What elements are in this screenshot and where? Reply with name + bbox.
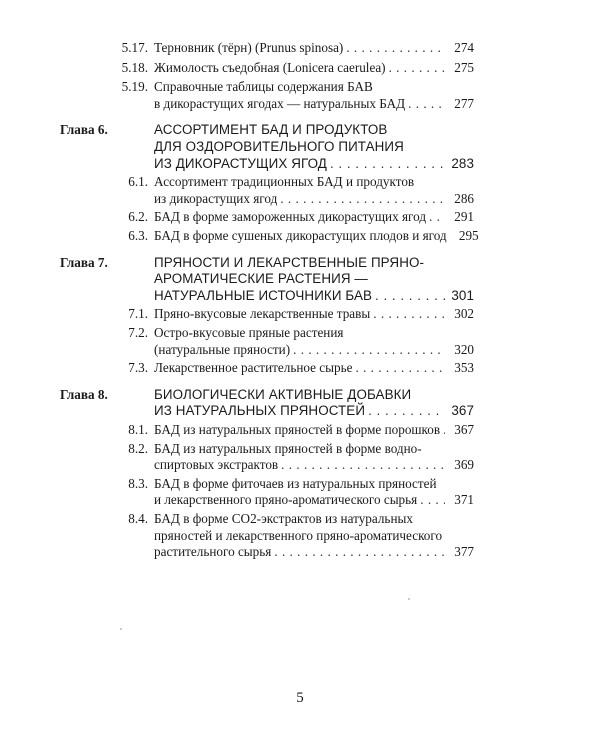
toc-section-entry (0, 228, 600, 245)
toc-entry-number: Глава 8. (60, 386, 108, 402)
toc-section-entry (0, 511, 600, 561)
dot-leader (280, 191, 445, 208)
toc-entry-number: Глава 7. (60, 254, 108, 270)
toc-entry-title (154, 174, 474, 207)
dot-leader (330, 156, 445, 173)
toc-entry-line: Терновник (тёрн) (Prunus spinosa) (154, 40, 344, 55)
toc-entry-line: пряностей и лекарственного пряно-ароматического (154, 527, 443, 543)
toc-entry-number: 8.4. (128, 511, 148, 526)
toc-entry-title (154, 387, 474, 420)
dot-leader (408, 96, 445, 113)
toc-entry-line: и лекарственного пряно-ароматического сырья (154, 492, 418, 508)
dot-leader (373, 306, 445, 323)
toc-page-number: 353 (454, 360, 474, 376)
toc-section-entry (0, 40, 600, 57)
toc-section-entry (0, 422, 600, 439)
toc-entry-line: Справочные таблицы содержания БАВ (154, 79, 373, 95)
toc-entry-number: 8.2. (128, 440, 148, 456)
toc-section-entry (0, 360, 600, 377)
toc-entry-number: 8.3. (128, 475, 148, 491)
toc-entry-line: АРОМАТИЧЕСКИЕ РАСТЕНИЯ — (154, 271, 368, 287)
toc-page-number: 377 (454, 544, 474, 560)
toc-entry-title (154, 306, 474, 323)
dot-leader (281, 457, 445, 474)
toc-chapter-entry (0, 122, 600, 172)
page-number: 5 (296, 690, 304, 706)
toc-entry-line: ИЗ ДИКОРАСТУЩИХ ЯГОД (154, 155, 327, 171)
toc-entry-line: НАТУРАЛЬНЫЕ ИСТОЧНИКИ БАВ (154, 287, 373, 303)
toc-entry-title (154, 511, 474, 561)
toc-entry-title (154, 228, 479, 245)
toc-entry-line: (натуральные пряности) (154, 341, 291, 357)
toc-entry-number: 7.3. (128, 360, 148, 376)
toc-section-entry (0, 306, 600, 323)
toc-entry-number: 6.1. (128, 174, 148, 190)
toc-section-entry (0, 325, 600, 358)
toc-entry-title (154, 79, 474, 112)
toc-entry-line: АССОРТИМЕНТ БАД И ПРОДУКТОВ (154, 122, 388, 138)
scan-speck (120, 628, 122, 630)
toc-page-number: 274 (454, 40, 474, 55)
toc-page-number: 283 (451, 155, 474, 171)
toc-page-number: 371 (454, 492, 474, 508)
toc-page-number: 295 (458, 228, 479, 243)
dot-leader (443, 422, 445, 439)
toc-entry-number: 5.17. (121, 40, 148, 55)
dot-leader (375, 288, 445, 305)
dot-leader (274, 544, 445, 561)
toc-page-number: 286 (454, 190, 474, 206)
dot-leader (368, 403, 445, 420)
toc-entry-number: 6.3. (128, 228, 148, 243)
toc-entry-number: 8.1. (128, 422, 148, 437)
toc-entry-line: БАД в форме фиточаев из натуральных пряностей (154, 475, 437, 491)
toc-entry-line: БАД в форме замороженных дикорастущих ягод (154, 209, 427, 225)
toc-entry-title (154, 60, 474, 77)
toc-entry-title (154, 122, 474, 172)
toc-entry-line: БАД в форме сушеных дикорастущих плодов и ягод (154, 228, 447, 243)
toc-entry-line: БИОЛОГИЧЕСКИ АКТИВНЫЕ ДОБАВКИ (154, 386, 412, 402)
toc-page-number: 291 (454, 209, 474, 225)
toc-entry-line: Пряно-вкусовые лекарственные травы (154, 306, 371, 322)
dot-leader (420, 492, 445, 509)
toc-page-number: 277 (454, 95, 474, 111)
toc-entry-number: Глава 6. (60, 122, 108, 138)
toc-entry-line: в дикорастущих ягодах — натуральных БАД (154, 95, 406, 111)
toc-entry-line: БАД из натуральных пряностей в форме порошков (154, 422, 441, 437)
toc-section-entry (0, 79, 600, 112)
toc-page-number: 301 (451, 287, 474, 303)
toc-entry-line: растительного сырья (154, 544, 272, 560)
toc-entry-line: БАД в форме СО2-экстрактов из натуральных (154, 511, 413, 526)
toc-entry-number: 6.2. (128, 209, 148, 225)
toc-section-entry (0, 441, 600, 474)
dot-leader (389, 60, 445, 77)
toc-entry-title (154, 476, 474, 509)
toc-page-number: 320 (454, 341, 474, 357)
dot-leader (429, 209, 445, 226)
toc-entry-line: Ассортимент традиционных БАД и продуктов (154, 174, 415, 190)
toc-entry-line: ПРЯНОСТИ И ЛЕКАРСТВЕННЫЕ ПРЯНО- (154, 254, 425, 270)
toc-entry-line: из дикорастущих ягод (154, 190, 278, 206)
toc-entry-number: 5.19. (121, 79, 148, 95)
toc-entry-line: Лекарственное растительное сырье (154, 360, 353, 376)
toc-section-entry (0, 209, 600, 226)
toc-entry-title (154, 255, 474, 305)
toc-entry-line: БАД из натуральных пряностей в форме водно- (154, 440, 422, 456)
toc-chapter-entry (0, 255, 600, 305)
toc-page-number: 302 (454, 306, 474, 322)
toc-entry-number: 7.2. (128, 325, 148, 340)
toc-entry-title (154, 441, 474, 474)
toc-chapter-entry (0, 387, 600, 420)
dot-leader (293, 342, 445, 359)
toc-entry-number: 5.18. (121, 59, 148, 75)
toc-page-number: 367 (451, 403, 474, 419)
toc-entry-number: 7.1. (128, 306, 148, 322)
toc-entry-title (154, 209, 474, 226)
dot-leader (346, 40, 445, 57)
toc-section-entry (0, 174, 600, 207)
toc-entry-title (154, 40, 474, 57)
toc-entry-title (154, 325, 474, 358)
toc-entry-title (154, 360, 474, 377)
toc-entry-line: спиртовых экстрактов (154, 457, 279, 473)
toc-entry-line: Остро-вкусовые пряные растения (154, 325, 344, 340)
dot-leader (355, 360, 445, 377)
scan-speck (408, 598, 410, 600)
toc-section-entry (0, 476, 600, 509)
toc-page-number: 367 (454, 422, 474, 437)
toc-entry-line: ДЛЯ ОЗДОРОВИТЕЛЬНОГО ПИТАНИЯ (154, 138, 404, 154)
toc-entry-line: ИЗ НАТУРАЛЬНЫХ ПРЯНОСТЕЙ (154, 403, 366, 419)
toc-section-entry (0, 60, 600, 77)
toc-page-number: 369 (454, 457, 474, 473)
toc-entry-title (154, 422, 474, 439)
toc-page-number: 275 (454, 59, 474, 75)
toc-entry-line: Жимолость съедобная (Lonicera caerulea) (154, 59, 386, 75)
